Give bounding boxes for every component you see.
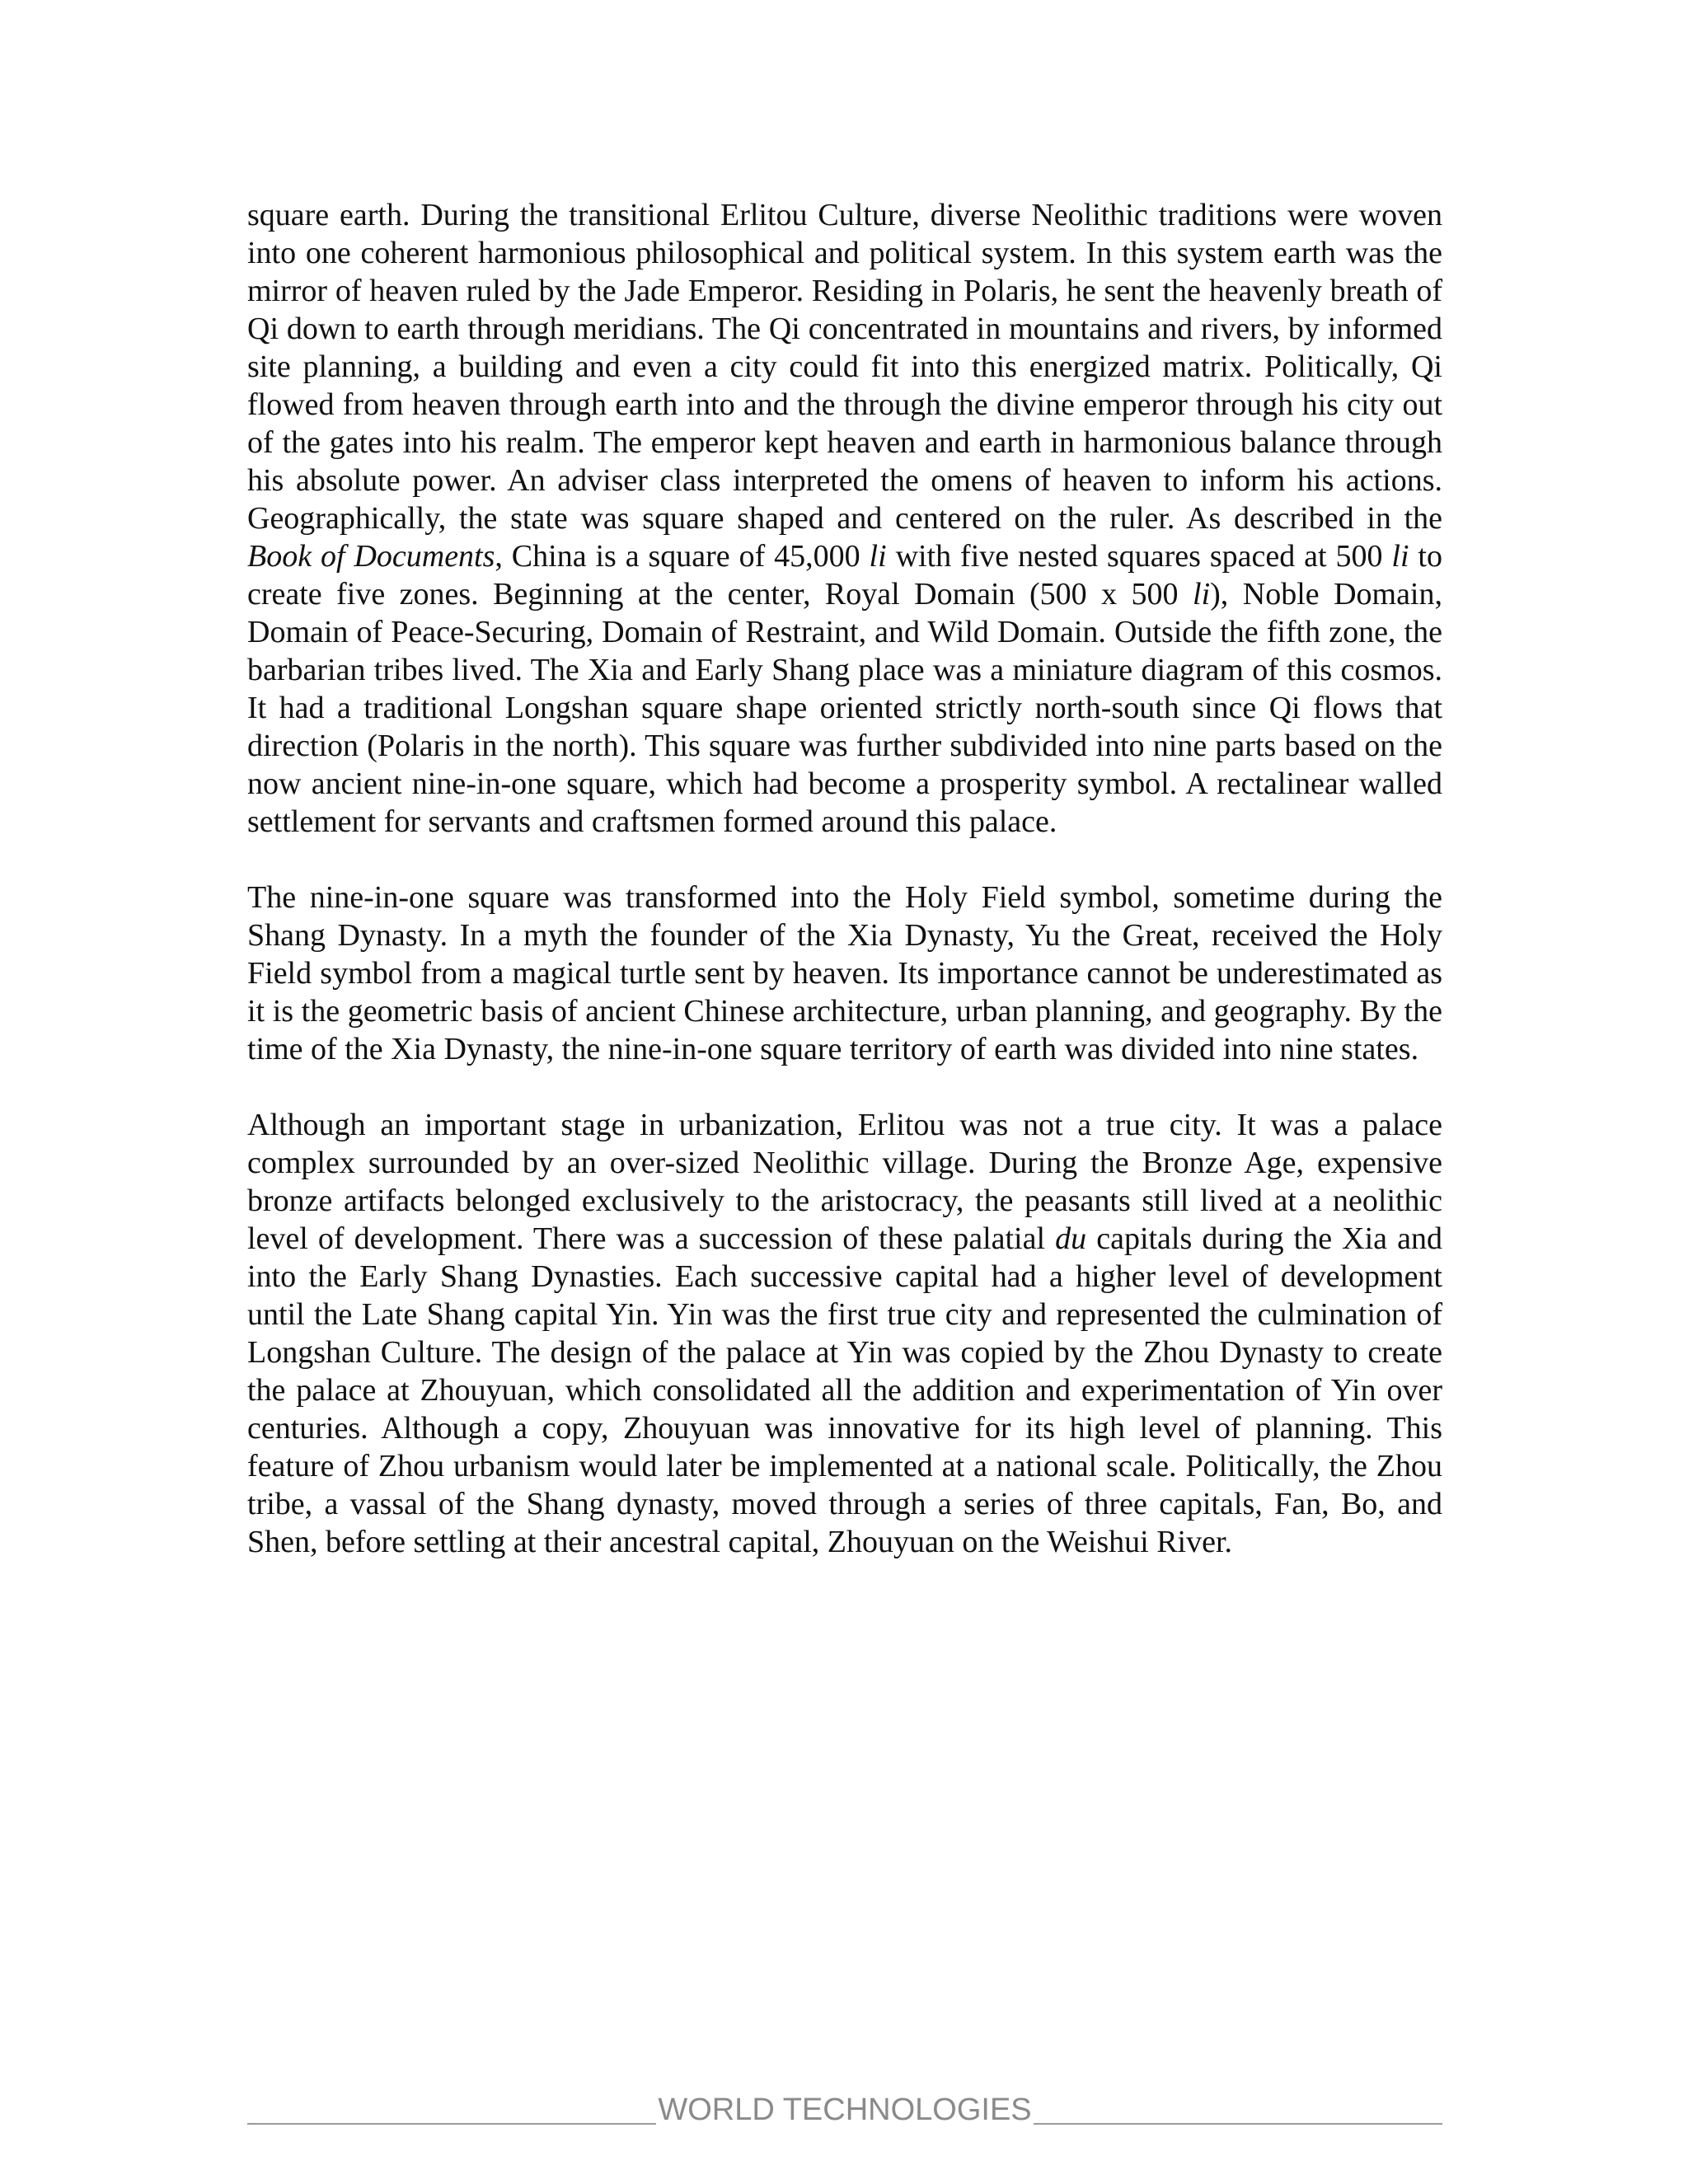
text-run: , China is a square of 45,000	[495, 539, 870, 574]
body-paragraph	[247, 879, 1442, 1068]
italic-term: li	[1391, 539, 1409, 574]
body-text	[247, 196, 1442, 1561]
footer-label: WORLD TECHNOLOGIES	[658, 2093, 1032, 2127]
italic-term: du	[1055, 1221, 1087, 1256]
body-paragraph	[247, 1106, 1442, 1561]
page-footer	[247, 2092, 1442, 2128]
text-run: Although an important stage in urbanization, Erlitou was not a true city. It was a palace complex surrounded by an over-sized Neolithic village. During the Bronze Age, expensive bronze artifacts belonged exclusively to the aristocracy, the peasants still lived at a neolithic level of development. There was a succession of these palatial	[247, 1108, 1442, 1256]
text-run: capitals during the Xia and into the Early Shang Dynasties. Each successive capital had a higher level of development until the Late Shang capital Yin. Yin was the first true city and represented the culmination of Longshan Culture. The design of the palace at Yin was copied by the Zhou Dynasty to create the palace at Zhouyuan, which consolidated all the addition and experimentation of Yin over centuries. Although a copy, Zhouyuan was innovative for its high level of planning. This feature of Zhou urbanism would later be implemented at a national scale. Politically, the Zhou tribe, a vassal of the Shang dynasty, moved through a series of three capitals, Fan, Bo, and Shen, before settling at their ancestral capital, Zhouyuan on the Weishui River.	[247, 1221, 1442, 1559]
footer-rule-left	[247, 2123, 656, 2125]
text-run: to create five zones. Beginning at the center, Royal Domain (500 x 500	[247, 539, 1442, 612]
text-run: ), Noble Domain, Domain of Peace-Securing, Domain of Restraint, and Wild Domain. Outside the fifth zone, the barbarian tribes lived. The Xia and Early Shang place was a miniature diagram of this cosmos. It had a traditional Longshan square shape oriented strictly north-south since Qi flows that direction (Polaris in the north). This square was further subdivided into nine parts based on the now ancient nine-in-one square, which had become a prosperity symbol. A rectalinear walled settlement for servants and craftsmen formed around this palace.	[247, 577, 1442, 839]
italic-term: li	[869, 539, 887, 574]
italic-term: li	[1193, 577, 1211, 612]
text-run: The nine-in-one square was transformed into the Holy Field symbol, sometime during the Shang Dynasty. In a myth the founder of the Xia Dynasty, Yu the Great, received the Holy Field symbol from a magical turtle sent by heaven. Its importance cannot be underestimated as it is the geometric basis of ancient Chinese architecture, urban planning, and geography. By the time of the Xia Dynasty, the nine-in-one square territory of earth was divided into nine states.	[247, 880, 1442, 1066]
text-run: with five nested squares spaced at 500	[886, 539, 1392, 574]
footer-rule-right	[1034, 2123, 1442, 2125]
italic-term: Book of Documents	[247, 539, 495, 574]
body-paragraph	[247, 196, 1442, 841]
text-run: square earth. During the transitional Erlitou Culture, diverse Neolithic traditions were woven into one coherent harmonious philosophical and political system. In this system earth was the mirror of heaven ruled by the Jade Emperor. Residing in Polaris, he sent the heavenly breath of Qi down to earth through meridians. The Qi concentrated in mountains and rivers, by informed site planning, a building and even a city could fit into this energized matrix. Politically, Qi flowed from heaven through earth into and the through the divine emperor through his city out of the gates into his realm. The emperor kept heaven and earth in harmonious balance through his absolute power. An adviser class interpreted the omens of heaven to inform his actions. Geographically, the state was square shaped and centered on the ruler. As described in the	[247, 198, 1442, 536]
